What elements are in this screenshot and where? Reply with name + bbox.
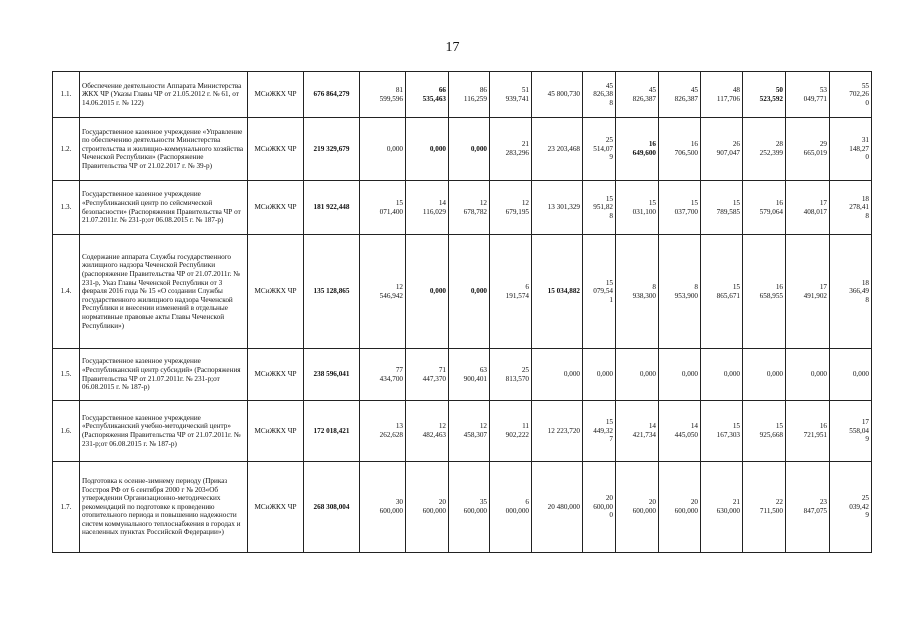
row-name-text: Государственное казенное учреждение «Управление по обеспечению деятельности Министерства строительства и жилищно-коммунального хозяйства Чеченской Республики» (Распоряжение Правительства ЧР от 21.02.2017 г. № 39-р) [82,127,244,170]
row-value [830,181,872,235]
row-value-text: 35 600,000 [463,498,487,515]
row-value-text: 66 535,463 [422,85,446,103]
row-value [449,118,490,181]
row-value [616,462,659,553]
row-name [80,235,248,349]
row-value-text: 12 223,720 [547,426,580,435]
row-value-text: 0,000 [810,370,827,379]
row-number-text: 1.7. [60,502,72,511]
row-value-text: 14 116,029 [422,198,446,216]
row-value-text: 23 847,075 [803,498,827,515]
row-value [786,181,830,235]
row-value-text: 21 630,000 [716,498,740,515]
row-name [80,181,248,235]
row-number [53,118,80,181]
row-value [406,462,449,553]
row-value-text: 0,000 [723,370,740,379]
row-value [490,462,532,553]
row-value [532,401,583,462]
row-value [532,235,583,349]
row-number-text: 1.6. [60,426,72,435]
row-value-text: 15 079,54 1 [593,278,613,304]
row-value [532,349,583,401]
row-executor [248,181,304,235]
row-value-text: 53 049,771 [803,85,827,103]
row-value-text: 23 203,468 [547,144,580,153]
row-value [532,181,583,235]
row-value-text: 17 408,017 [803,198,827,216]
row-value-text: 6 000,000 [505,498,529,515]
row-value-text: 15 031,100 [632,198,656,216]
row-number-text: 1.4. [60,287,72,296]
row-number [53,181,80,235]
row-name-text: Государственное казенное учреждение «Республиканский центр субсидий» (Распоряжения Правительства ЧР от 21.07.2011г. № 231-р;от 06.08.2015 г. № 187-р) [82,357,241,392]
row-value-text: 12 458,307 [463,422,487,439]
row-value [701,72,743,118]
row-value [659,235,701,349]
row-executor [248,118,304,181]
row-value-text: 12 679,195 [505,198,529,216]
row-value-text: 45 826,38 8 [593,81,613,107]
row-number [53,349,80,401]
row-total-text: 676 864,279 [313,90,350,99]
table-row [53,118,872,181]
row-value-text: 17 558,04 9 [849,418,869,444]
row-value [583,72,616,118]
row-value-text: 0,000 [470,144,487,153]
table-row [53,72,872,118]
row-value-text: 16 658,955 [759,282,783,300]
row-value-text: 0,000 [386,144,403,153]
row-value [659,401,701,462]
row-value [449,235,490,349]
row-value [449,401,490,462]
row-value [449,72,490,118]
row-value [583,235,616,349]
row-value [701,401,743,462]
row-value-text: 81 599,596 [379,85,403,103]
row-value-text: 8 953,900 [674,282,698,300]
table-row [53,349,872,401]
row-name [80,349,248,401]
row-value-text: 71 447,370 [422,365,446,383]
row-name-text: Государственное казенное учреждение «Республиканский учебно-методический центр» (Распоряжения Правительства ЧР от 21.07.2011г. № 231-р;от 06.08.2015 г. № 187-р) [82,413,241,448]
row-value-text: 12 546,942 [379,282,403,300]
row-value-text: 45 800,730 [547,90,580,99]
row-total [304,72,360,118]
row-value [406,401,449,462]
page-number: 17 [445,40,460,55]
row-number-text: 1.3. [60,203,72,212]
row-total [304,235,360,349]
row-value [743,349,786,401]
row-value-text: 16 649,600 [632,140,656,157]
row-value [406,118,449,181]
row-executor [248,72,304,118]
row-value-text: 21 283,296 [505,140,529,157]
row-value [616,118,659,181]
row-value [532,462,583,553]
row-value [490,181,532,235]
row-value [701,349,743,401]
row-value-text: 15 865,671 [716,282,740,300]
row-value-text: 0,000 [429,287,446,296]
row-number-text: 1.2. [60,144,72,153]
row-value-text: 0,000 [470,287,487,296]
row-total-text: 181 922,448 [313,203,350,212]
row-value [583,462,616,553]
row-value [786,462,830,553]
row-value [830,401,872,462]
row-number [53,235,80,349]
row-value [490,72,532,118]
row-value [659,181,701,235]
row-value [360,401,406,462]
row-value-text: 26 907,047 [716,140,740,157]
row-executor-text: МСиЖКХ ЧР [254,370,297,379]
row-value-text: 15 071,400 [379,198,403,216]
row-value-text: 22 711,500 [759,498,783,515]
row-value [659,462,701,553]
row-value [360,181,406,235]
row-number [53,462,80,553]
row-total-text: 238 596,041 [313,370,350,379]
row-value [360,118,406,181]
row-value-text: 20 600,000 [632,498,656,515]
row-value [406,181,449,235]
row-value [490,235,532,349]
row-value-text: 55 702,26 0 [849,81,869,107]
row-value [659,349,701,401]
row-value [360,72,406,118]
row-value-text: 63 900,401 [463,365,487,383]
row-value-text: 20 480,000 [547,502,580,511]
row-name [80,118,248,181]
row-executor-text: МСиЖКХ ЧР [254,502,297,511]
row-value-text: 0,000 [596,370,613,379]
row-value-text: 15 449,32 7 [593,418,613,444]
row-value [830,118,872,181]
row-total [304,349,360,401]
row-value-text: 45 826,387 [674,85,698,103]
row-value-text: 15 951,82 8 [593,194,613,220]
row-executor [248,235,304,349]
row-value-text: 30 600,000 [379,498,403,515]
row-value [786,118,830,181]
row-total-text: 268 308,004 [313,502,350,511]
row-value [659,118,701,181]
row-value [449,462,490,553]
row-total [304,181,360,235]
row-value-text: 12 482,463 [422,422,446,439]
row-value-text: 25 813,570 [505,365,529,383]
row-value-text: 28 252,399 [759,140,783,157]
row-value-text: 6 191,574 [505,282,529,300]
row-value-text: 77 434,700 [379,365,403,383]
row-value [583,349,616,401]
row-name [80,401,248,462]
row-value [830,349,872,401]
row-value [786,349,830,401]
row-value-text: 12 678,782 [463,198,487,216]
row-value [532,118,583,181]
row-value-text: 15 789,585 [716,198,740,216]
row-value [616,401,659,462]
row-value [616,72,659,118]
row-value [701,462,743,553]
row-value [830,72,872,118]
row-executor [248,349,304,401]
row-value [449,181,490,235]
row-value [583,181,616,235]
row-value-text: 15 167,303 [716,422,740,439]
row-value-text: 31 148,27 0 [849,136,869,162]
row-value-text: 14 445,050 [674,422,698,439]
row-value [616,181,659,235]
table-row [53,235,872,349]
row-executor-text: МСиЖКХ ЧР [254,90,297,99]
row-value [449,349,490,401]
row-value [616,349,659,401]
row-value-text: 15 925,668 [759,422,783,439]
row-value [360,235,406,349]
table-row [53,401,872,462]
row-value [743,181,786,235]
row-number-text: 1.5. [60,370,72,379]
row-value-text: 8 938,300 [632,282,656,300]
row-executor-text: МСиЖКХ ЧР [254,426,297,435]
row-value-text: 0,000 [681,370,698,379]
row-value-text: 16 706,500 [674,140,698,157]
row-value-text: 16 579,064 [759,198,783,216]
row-value-text: 50 523,592 [759,85,783,103]
row-value [490,118,532,181]
row-value-text: 48 117,706 [716,85,740,103]
row-value [743,235,786,349]
row-total-text: 219 329,679 [313,144,350,153]
row-name-text: Подготовка к осенне-зимнему периоду (Приказ Госстроя РФ от 6 сентября 2000 г № 203«Об утверждении Организационно-методических рекомендаций по подготовке к проведению отопительного периода и повышению надежности систем коммунального теплоснабжения в городах и населенных пунктах Российской Федерации») [82,476,241,537]
row-value-text: 20 600,000 [422,498,446,515]
row-value-text: 0,000 [563,370,580,379]
row-executor-text: МСиЖКХ ЧР [254,203,297,212]
row-value [490,349,532,401]
row-executor-text: МСиЖКХ ЧР [254,287,297,296]
row-value-text: 86 116,259 [463,85,487,103]
row-value-text: 16 721,951 [803,422,827,439]
row-value [743,462,786,553]
row-number [53,401,80,462]
row-total [304,118,360,181]
row-value-text: 45 826,387 [632,85,656,103]
row-value [830,462,872,553]
row-value [583,401,616,462]
row-number [53,72,80,118]
row-value [532,72,583,118]
row-value-text: 15 034,882 [547,287,580,296]
row-value [583,118,616,181]
row-name-text: Содержание аппарата Службы государственного жилищного надзора Чеченской Республики (распоряжение Правительства ЧР от 21.07.2011г. № 231-р, Указ Главы Чеченской Республики от 3 февраля 2016 года № 15 «О создании Службы государственного жилищного надзора Чеченской Республики и внесении изменений в отдельные нормативные правовые акты Главы Чеченской Республики») [82,252,241,330]
row-value-text: 13 262,628 [379,422,403,439]
row-value [830,235,872,349]
row-value [786,401,830,462]
row-value-text: 13 301,329 [547,203,580,212]
row-value [659,72,701,118]
row-value [406,72,449,118]
row-value [701,181,743,235]
row-value-text: 0,000 [639,370,656,379]
row-value [786,235,830,349]
row-value [406,235,449,349]
row-value [490,401,532,462]
row-executor [248,462,304,553]
row-value-text: 25 039,42 9 [849,494,869,520]
row-value [701,118,743,181]
row-value-text: 17 491,902 [803,282,827,300]
row-value [360,349,406,401]
row-value [406,349,449,401]
row-value [743,72,786,118]
row-total-text: 172 018,421 [313,426,350,435]
row-name-text: Обеспечение деятельности Аппарата Министерства ЖКХ ЧР (Указы Главы ЧР от 21.05.2012 г. № 61, от 14.06.2015 г. № 122) [82,81,242,107]
row-value-text: 20 600,00 0 [593,494,613,520]
row-value [701,235,743,349]
row-value [743,401,786,462]
row-total-text: 135 128,865 [313,287,350,296]
budget-table [52,71,872,553]
row-value-text: 18 278,41 8 [849,194,869,220]
row-value [786,72,830,118]
row-name-text: Государственное казенное учреждение «Республиканский центр по сейсмической безопасности» (Распоряжения Правительства ЧР от 21.07.2011г. № 231-р;от 06.08.2015 г. № 187-р) [82,190,241,225]
row-value [743,118,786,181]
row-value-text: 11 902,222 [505,422,529,439]
row-name [80,72,248,118]
row-value-text: 15 037,700 [674,198,698,216]
row-value-text: 25 514,07 9 [593,136,613,162]
row-total [304,401,360,462]
row-name [80,462,248,553]
row-number-text: 1.1. [60,90,72,99]
row-value-text: 0,000 [766,370,783,379]
row-executor-text: МСиЖКХ ЧР [254,144,297,153]
row-value-text: 51 939,741 [505,85,529,103]
row-value-text: 0,000 [429,144,446,153]
row-value-text: 18 366,49 8 [849,278,869,304]
table-row [53,462,872,553]
row-value [616,235,659,349]
row-value-text: 14 421,734 [632,422,656,439]
row-executor [248,401,304,462]
row-value [360,462,406,553]
row-value-text: 29 665,019 [803,140,827,157]
row-value-text: 20 600,000 [674,498,698,515]
row-value-text: 0,000 [852,370,869,379]
row-total [304,462,360,553]
table-row [53,181,872,235]
